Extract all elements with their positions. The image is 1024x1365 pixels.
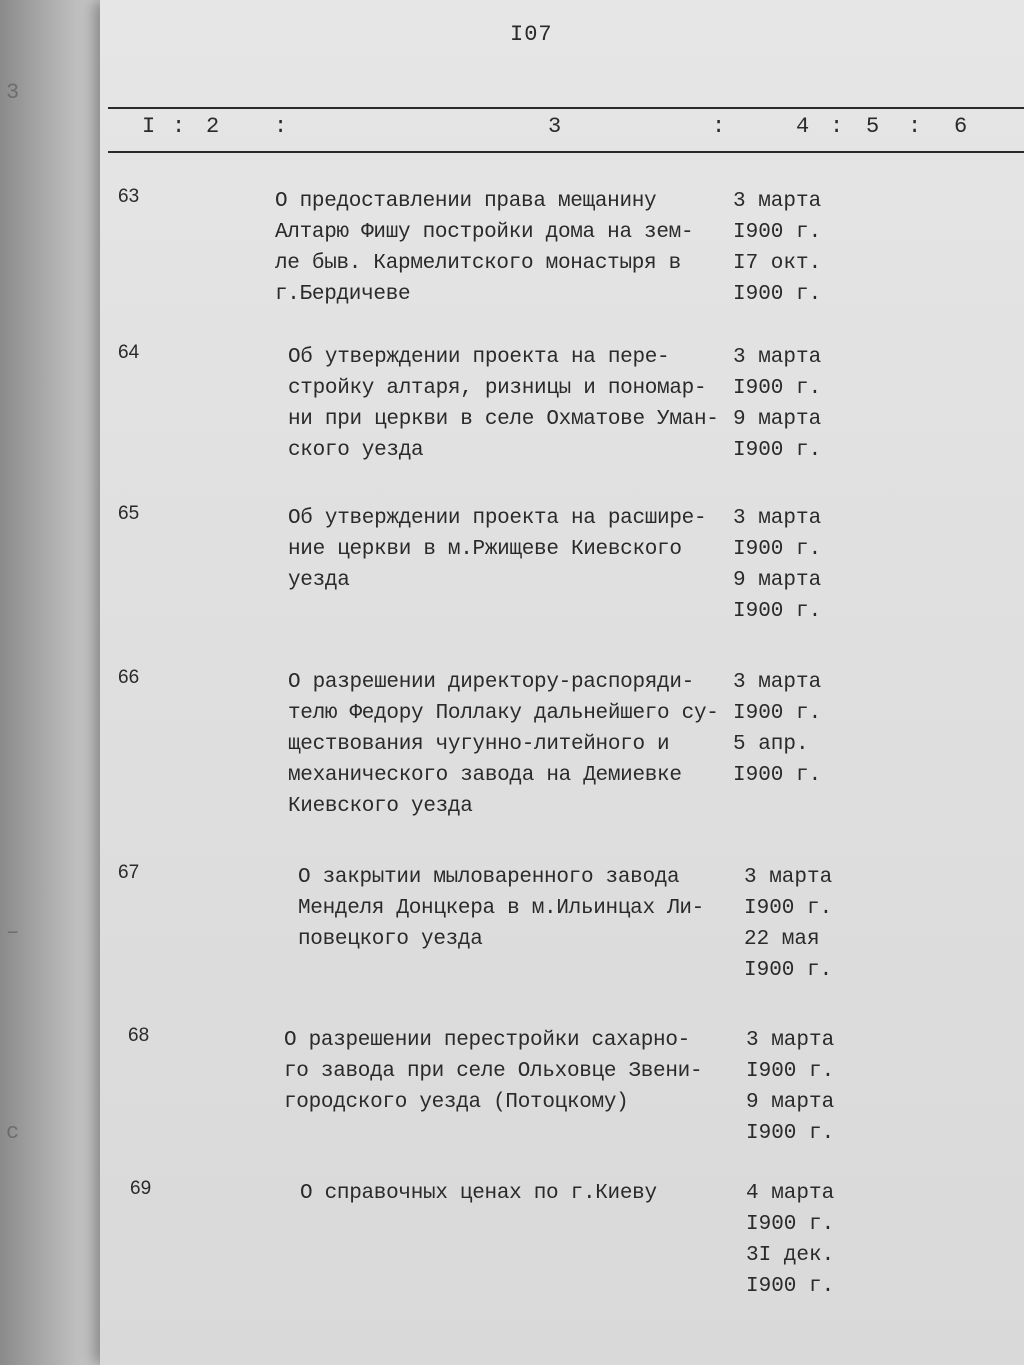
end-date: I7 окт. bbox=[733, 252, 822, 275]
end-year: I900 г. bbox=[746, 1122, 835, 1145]
entry-number: 65 bbox=[118, 503, 140, 524]
entry-number: 67 bbox=[118, 862, 140, 883]
description-line: городского уезда (Потоцкому) bbox=[284, 1091, 629, 1114]
description-line: ществования чугунно-литейного и bbox=[288, 733, 670, 756]
description-line: стройку алтаря, ризницы и пономар- bbox=[288, 377, 707, 400]
start-date: 3 марта bbox=[746, 1029, 835, 1052]
start-date: 4 марта bbox=[746, 1182, 835, 1205]
start-date: 3 марта bbox=[733, 346, 822, 369]
description-line: О предоставлении права мещанину bbox=[275, 190, 657, 213]
entry-description bbox=[288, 667, 758, 822]
description-line: Об утверждении проекта на расшире- bbox=[288, 507, 707, 530]
header-col-5: 5 bbox=[866, 114, 880, 139]
description-line: телю Федору Поллаку дальнейшего су- bbox=[288, 702, 719, 725]
end-year: I900 г. bbox=[733, 764, 822, 787]
start-year: I900 г. bbox=[744, 897, 833, 920]
entry-description bbox=[284, 1025, 754, 1118]
start-year: I900 г. bbox=[746, 1060, 835, 1083]
header-separator: : bbox=[712, 114, 726, 139]
entry-description bbox=[288, 503, 758, 596]
entry-description bbox=[275, 186, 745, 310]
header-col-2: 2 bbox=[206, 114, 220, 139]
header-col-4: 4 bbox=[796, 114, 810, 139]
end-date: 9 марта bbox=[733, 569, 822, 592]
start-date: 3 марта bbox=[744, 866, 833, 889]
description-line: Киевского уезда bbox=[288, 795, 473, 818]
end-year: I900 г. bbox=[733, 600, 822, 623]
start-year: I900 г. bbox=[746, 1213, 835, 1236]
description-line: ние церкви в м.Ржищеве Киевского bbox=[288, 538, 682, 561]
header-col-1: I bbox=[142, 114, 156, 139]
header-separator: : bbox=[830, 114, 844, 139]
header-top-rule bbox=[108, 107, 1024, 109]
entry-description bbox=[288, 342, 758, 466]
start-date: 3 марта bbox=[733, 190, 822, 213]
end-date: 22 мая bbox=[744, 928, 820, 951]
entry-number: 69 bbox=[130, 1178, 152, 1199]
description-line: О закрытии мыловаренного завода bbox=[298, 866, 680, 889]
description-line: ского уезда bbox=[288, 439, 424, 462]
description-line: О разрешении директору-распоряди- bbox=[288, 671, 694, 694]
start-year: I900 г. bbox=[733, 221, 822, 244]
header-separator: : bbox=[172, 114, 186, 139]
entry-dates bbox=[733, 342, 821, 466]
start-date: 3 марта bbox=[733, 507, 822, 530]
entry-dates bbox=[746, 1178, 834, 1302]
end-year: I900 г. bbox=[733, 283, 822, 306]
end-date: 3I дек. bbox=[746, 1244, 835, 1267]
edge-mark: c bbox=[6, 1120, 20, 1145]
entry-dates bbox=[733, 503, 821, 627]
description-line: Об утверждении проекта на пере- bbox=[288, 346, 670, 369]
description-line: ле быв. Кармелитского монастыря в bbox=[275, 252, 681, 275]
entry-number: 64 bbox=[118, 342, 140, 363]
edge-mark: 3 bbox=[6, 80, 20, 105]
description-line: повецкого уезда bbox=[298, 928, 483, 951]
start-year: I900 г. bbox=[733, 702, 822, 725]
start-year: I900 г. bbox=[733, 538, 822, 561]
description-line: механического завода на Демиевке bbox=[288, 764, 682, 787]
description-line: О справочных ценах по г.Киеву bbox=[300, 1182, 657, 1205]
description-line: г.Бердичеве bbox=[275, 283, 411, 306]
end-date: 5 апр. bbox=[733, 733, 809, 756]
description-line: го завода при селе Ольховце Звени- bbox=[284, 1060, 703, 1083]
description-line: уезда bbox=[288, 569, 350, 592]
end-year: I900 г. bbox=[733, 439, 822, 462]
description-line: Алтарю Фишу постройки дома на зем- bbox=[275, 221, 694, 244]
end-date: 9 марта bbox=[746, 1091, 835, 1114]
description-line: Менделя Донцкера в м.Ильинцах Ли- bbox=[298, 897, 704, 920]
entry-dates bbox=[733, 667, 821, 791]
entry-description bbox=[298, 862, 768, 955]
table-header bbox=[100, 114, 1024, 146]
start-year: I900 г. bbox=[733, 377, 822, 400]
entry-number: 66 bbox=[118, 667, 140, 688]
entry-dates bbox=[733, 186, 821, 310]
entry-number: 63 bbox=[118, 186, 140, 207]
page-number: I07 bbox=[510, 22, 553, 47]
entry-description bbox=[300, 1178, 770, 1209]
header-separator: : bbox=[908, 114, 922, 139]
end-year: I900 г. bbox=[746, 1275, 835, 1298]
header-col-3: 3 bbox=[548, 114, 562, 139]
end-date: 9 марта bbox=[733, 408, 822, 431]
end-year: I900 г. bbox=[744, 959, 833, 982]
start-date: 3 марта bbox=[733, 671, 822, 694]
header-bottom-rule bbox=[108, 151, 1024, 153]
entry-dates bbox=[746, 1025, 834, 1149]
previous-page-edge bbox=[0, 0, 110, 1365]
edge-mark: – bbox=[6, 920, 20, 945]
entry-dates bbox=[744, 862, 832, 986]
entry-number: 68 bbox=[128, 1025, 150, 1046]
description-line: ни при церкви в селе Охматове Уман- bbox=[288, 408, 719, 431]
document-page bbox=[100, 0, 1024, 1365]
description-line: О разрешении перестройки сахарно- bbox=[284, 1029, 690, 1052]
header-separator: : bbox=[274, 114, 288, 139]
header-col-6: 6 bbox=[954, 114, 968, 139]
